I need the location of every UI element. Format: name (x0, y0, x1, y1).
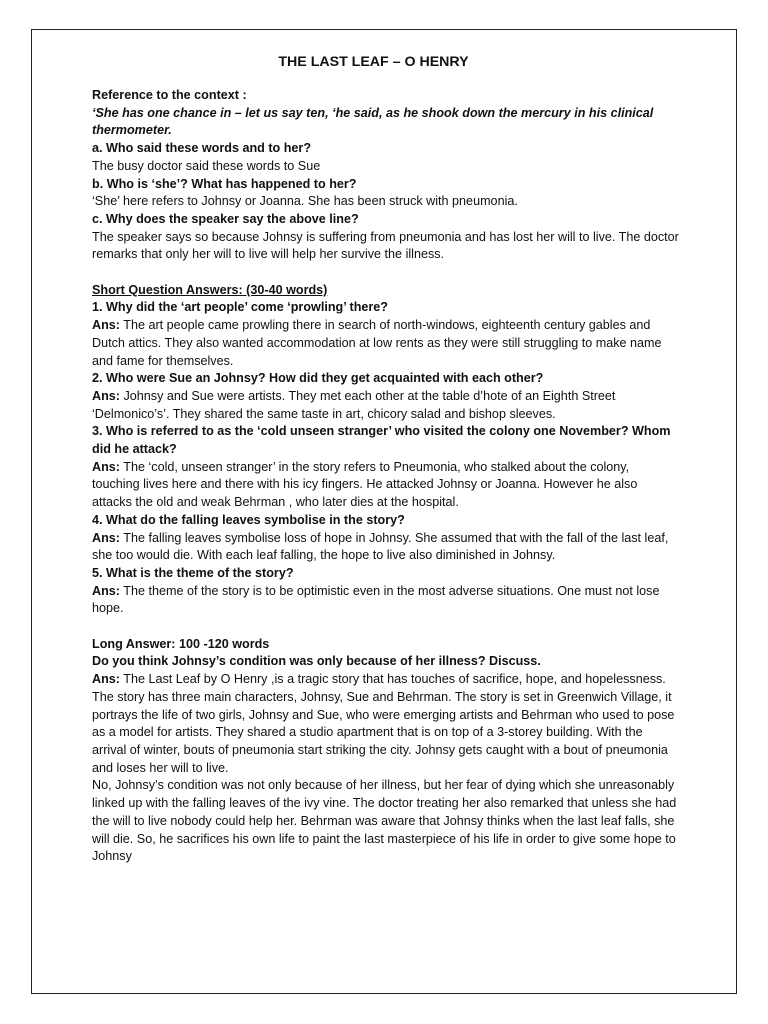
long-answer-continued: No, Johnsy’s condition was not only because of her illness, but her fear of dying which she unreasonably linked up with the falling leaves of the ivy vine. The doctor treating her also remarked that unless she had the will to live nobody could help her. Behrman was aware that Johnsy thinks when the last leaf falls, she will die. So, he sacrifices his own life to paint the last masterpiece of his life in order to give some hope to Johnsy (92, 778, 677, 864)
ref-answer: The busy doctor said these words to Sue (92, 158, 321, 173)
long-heading: Long Answer: 100 -120 words (92, 636, 270, 651)
short-answer (92, 583, 680, 618)
short-answer-text: Johnsy and Sue were artists. They met each other at the table d’hote of an Eighth Street ‘Delmonico’s’. They shared the same taste in art, chicory salad and bishop sleeves. (92, 388, 616, 421)
short-answer (92, 317, 680, 370)
short-question: 5. What is the theme of the story? (92, 565, 294, 580)
ref-question: c. Why does the speaker say the above line? (92, 211, 359, 226)
ref-heading: Reference to the context : (92, 88, 247, 102)
short-answer-text: The falling leaves symbolise loss of hope in Johnsy. She assumed that with the fall of the last leaf, she too would die. With each leaf falling, the hope to live also diminished in Johnsy. (92, 530, 669, 563)
ref-question: a. Who said these words and to her? (92, 141, 312, 156)
short-question: 3. Who is referred to as the ‘cold unseen stranger’ who visited the colony one November? Whom did he attack? (92, 424, 671, 457)
short-question: 2. Who were Sue an Johnsy? How did they get acquainted with each other? (92, 371, 544, 386)
ref-answer: ‘She’ here refers to Johnsy or Joanna. She has been struck with pneumonia. (92, 194, 518, 209)
long-answer-text: The Last Leaf by O Henry ,is a tragic story that has touches of sacrifice, hope, and hopelessness. The story has three main characters, Johnsy, Sue and Behrman. The story is set in Greenwich Village, it portrays the life of two girls, Johnsy and Sue, who were emerging artists and Behrman who used to pose as a model for artists. They shared a studio apartment that is on top of a 3-storey building. With the arrival of winter, bouts of pneumonia start striking the city. Johnsy gets caught with a bout of pneumonia and loses her will to live. (92, 672, 675, 775)
short-answer (92, 459, 680, 512)
ans-label: Ans: (92, 459, 120, 474)
short-heading: Short Question Answers: (30-40 words) (92, 282, 328, 297)
ref-question: b. Who is ‘she’? What has happened to her? (92, 176, 357, 191)
short-answer (92, 388, 680, 423)
long-answer (92, 671, 680, 777)
ans-label: Ans: (92, 672, 120, 687)
ans-label: Ans: (92, 583, 120, 598)
long-question: Do you think Johnsy’s condition was only because of her illness? Discuss. (92, 654, 541, 669)
page-title: THE LAST LEAF – O HENRY (278, 54, 469, 70)
quote: ‘She has one chance in – let us say ten, ‘he said, as he shook down the mercury in his clinical thermometer. (92, 105, 654, 138)
short-answer (92, 530, 680, 565)
document-body (92, 52, 680, 866)
ans-label: Ans: (92, 318, 120, 333)
short-answer-text: The art people came prowling there in search of north-windows, eighteenth century gables and Dutch attics. They also wanted accommodation at low rents as they were still struggling to make name and fame for themselves. (92, 318, 662, 368)
ans-label: Ans: (92, 530, 120, 545)
ref-answer: The speaker says so because Johnsy is suffering from pneumonia and has lost her will to live. The doctor remarks that only her will to live will help her survive the illness. (92, 229, 679, 262)
short-question: 4. What do the falling leaves symbolise in the story? (92, 512, 405, 527)
ans-label: Ans: (92, 388, 120, 403)
short-answer-text: The theme of the story is to be optimistic even in the most adverse situations. One must not lose hope. (92, 583, 660, 616)
short-answer-text: The ‘cold, unseen stranger’ in the story refers to Pneumonia, who stalked about the colony, touching lives here and there with his icy fingers. He attacked Johnsy or Joanna. However he also attacks the old and weak Behrman , who later dies at the hospital. (92, 459, 638, 510)
short-question: 1. Why did the ‘art people’ come ‘prowling’ there? (92, 300, 388, 315)
